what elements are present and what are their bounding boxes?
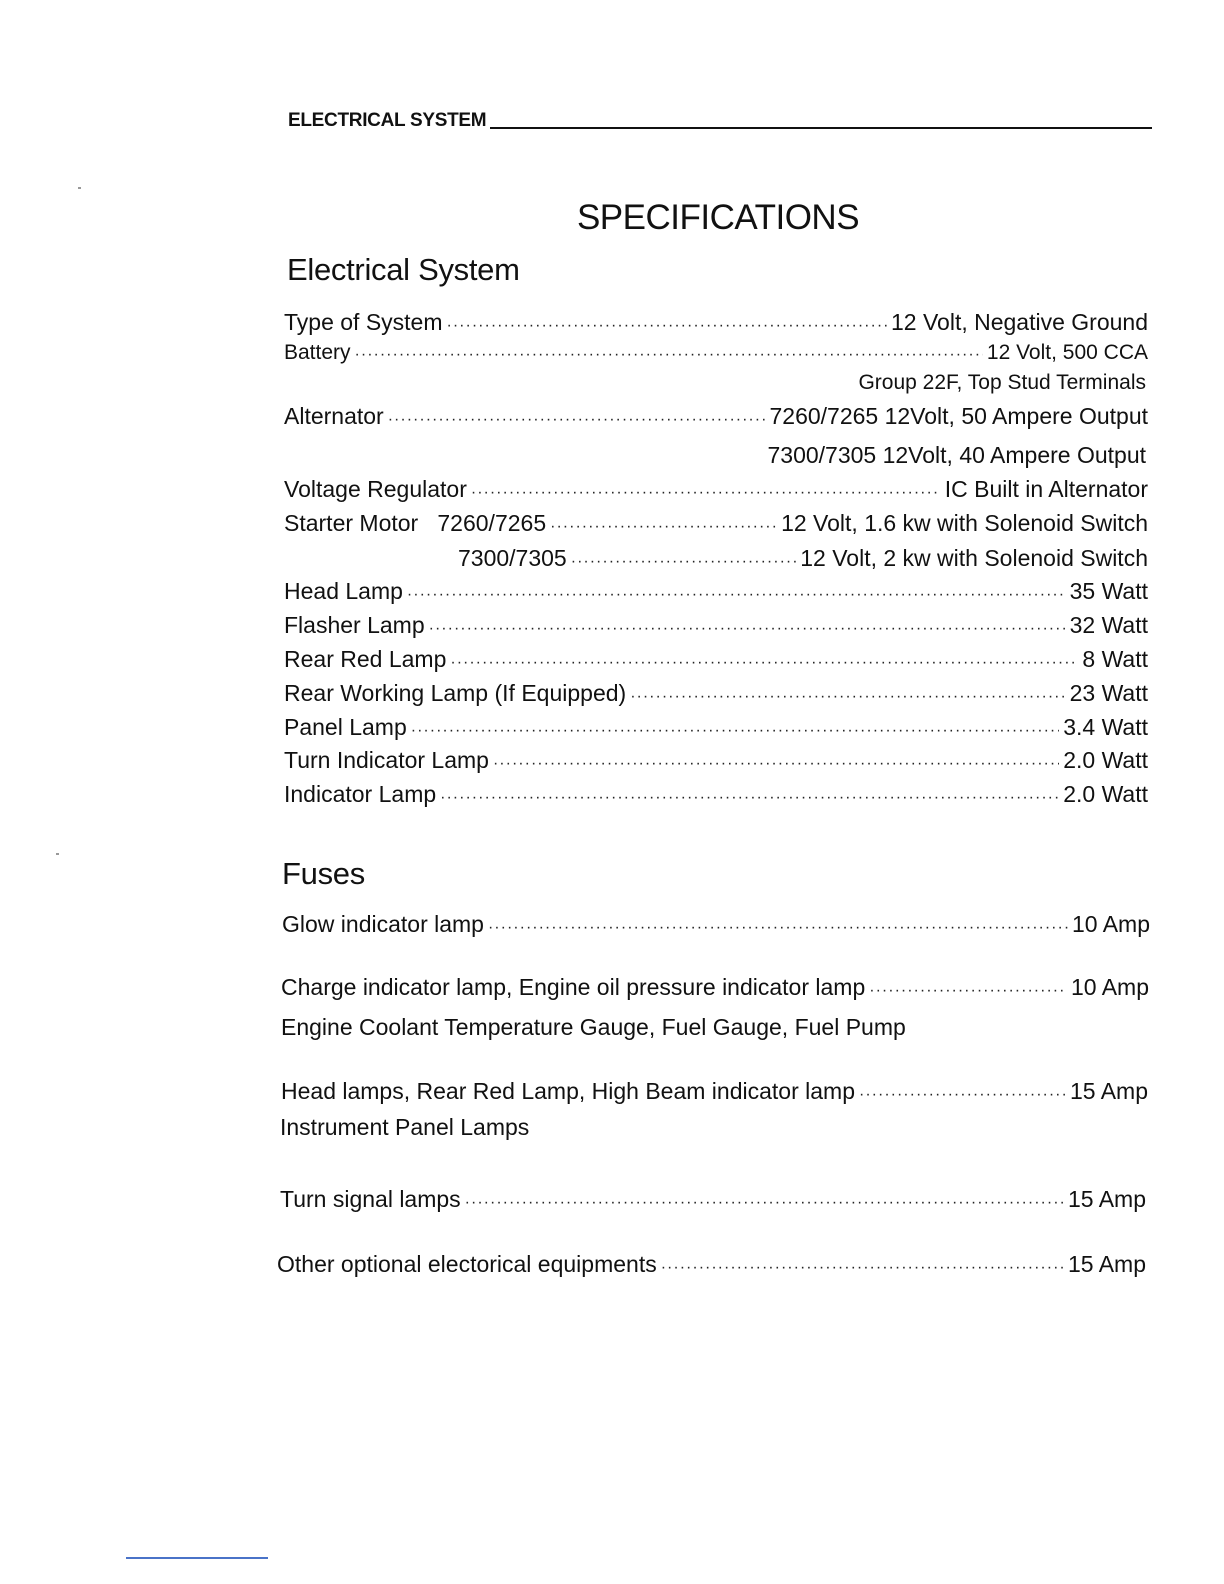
fuse-row-glow [282, 911, 1150, 938]
spec-value: 23 Watt [1069, 680, 1148, 706]
spec-value: 12 Volt, 2 kw with Solenoid Switch [800, 545, 1148, 571]
spec-label: Voltage Regulator [284, 476, 467, 502]
leader-dots [630, 688, 1065, 706]
spec-value-continued: 7300/7305 12Volt, 40 Ampere Output [767, 442, 1146, 468]
leader-dots [869, 982, 1067, 1000]
spec-row-rear-working-lamp [284, 680, 1148, 707]
spec-value: 35 Watt [1069, 578, 1148, 604]
spec-row-panel-lamp [284, 714, 1148, 741]
leader-dots [411, 722, 1059, 740]
spec-row-starter-motor-2 [458, 545, 1148, 572]
leader-dots [859, 1086, 1066, 1104]
leader-dots [450, 654, 1078, 672]
scan-mark [78, 187, 81, 189]
scan-mark [56, 853, 59, 855]
leader-dots [388, 411, 766, 429]
spec-label: Rear Working Lamp (If Equipped) [284, 680, 627, 706]
fuse-label-continued: Engine Coolant Temperature Gauge, Fuel Gauge, Fuel Pump [281, 1014, 906, 1040]
starter-model-2: 7300/7305 [458, 545, 567, 571]
leader-dots [493, 755, 1059, 773]
header-rule [490, 127, 1152, 129]
leader-dots [447, 317, 887, 335]
spec-label [284, 510, 546, 537]
spec-value: IC Built in Alternator [944, 476, 1148, 502]
fuse-value: 15 Amp [1068, 1186, 1146, 1212]
spec-row-type-of-system [284, 309, 1148, 336]
spec-label: Indicator Lamp [284, 781, 437, 807]
leader-dots [571, 553, 797, 571]
leader-dots [471, 484, 941, 502]
spec-row-head-lamp [284, 578, 1148, 605]
fuse-value: 10 Amp [1072, 911, 1150, 937]
running-header [288, 110, 1152, 132]
leader-dots [440, 789, 1059, 807]
spec-row-flasher-lamp [284, 612, 1148, 639]
spec-row-battery [284, 341, 1148, 365]
spec-label: Turn Indicator Lamp [284, 747, 489, 773]
spec-label: Type of System [284, 309, 443, 335]
spec-row-turn-indicator-lamp [284, 747, 1148, 774]
spec-row-indicator-lamp [284, 781, 1148, 808]
leader-dots [407, 586, 1066, 604]
spec-value: 12 Volt, 500 CCA [986, 341, 1148, 364]
fuse-label: Head lamps, Rear Red Lamp, High Beam indicator lamp [281, 1078, 855, 1104]
fuse-row-charge [281, 974, 1149, 1001]
spec-row-rear-red-lamp [284, 646, 1148, 673]
spec-row-voltage-regulator [284, 476, 1148, 503]
spec-value: 2.0 Watt [1063, 747, 1148, 773]
starter-model-1: 7260/7265 [437, 510, 547, 536]
spec-value: 7260/7265 12Volt, 50 Ampere Output [769, 403, 1148, 429]
fuse-label: Turn signal lamps [280, 1186, 461, 1212]
fuse-label: Charge indicator lamp, Engine oil pressure indicator lamp [281, 974, 866, 1000]
fuse-row-other [277, 1251, 1146, 1278]
spec-value: 12 Volt, 1.6 kw with Solenoid Switch [781, 510, 1148, 536]
spec-value: 8 Watt [1082, 646, 1148, 672]
fuse-value: 15 Amp [1068, 1251, 1146, 1277]
spec-row-starter-motor [284, 510, 1148, 537]
fuse-label: Other optional electorical equipments [277, 1251, 657, 1277]
spec-label: Battery [284, 341, 351, 364]
spec-label: Head Lamp [284, 578, 403, 604]
spec-value: 3.4 Watt [1063, 714, 1148, 740]
spec-label: Alternator [284, 403, 384, 429]
spec-label: Panel Lamp [284, 714, 407, 740]
spec-label: Flasher Lamp [284, 612, 425, 638]
spec-value-continued: Group 22F, Top Stud Terminals [858, 371, 1146, 394]
fuses-heading: Fuses [282, 856, 365, 891]
leader-dots [488, 919, 1068, 937]
leader-dots [355, 346, 983, 364]
spec-value: 2.0 Watt [1063, 781, 1148, 807]
fuse-label: Glow indicator lamp [282, 911, 484, 937]
spec-label: Rear Red Lamp [284, 646, 447, 672]
leader-dots [465, 1194, 1064, 1212]
starter-label: Starter Motor [284, 510, 419, 536]
leader-dots [429, 620, 1066, 638]
fuse-label-continued: Instrument Panel Lamps [280, 1114, 530, 1140]
footer-rule [126, 1557, 268, 1559]
electrical-system-heading: Electrical System [287, 252, 520, 287]
leader-dots [550, 518, 777, 536]
spec-row-alternator [284, 403, 1148, 430]
fuse-value: 15 Amp [1070, 1078, 1148, 1104]
fuse-row-turn-signal [280, 1186, 1146, 1213]
header-section-label: ELECTRICAL SYSTEM [288, 110, 487, 131]
leader-dots [661, 1259, 1064, 1277]
fuse-row-head-lamps [281, 1078, 1148, 1105]
page-title: SPECIFICATIONS [576, 198, 860, 237]
spec-value: 32 Watt [1069, 612, 1148, 638]
fuse-value: 10 Amp [1071, 974, 1149, 1000]
spec-value: 12 Volt, Negative Ground [891, 309, 1148, 335]
